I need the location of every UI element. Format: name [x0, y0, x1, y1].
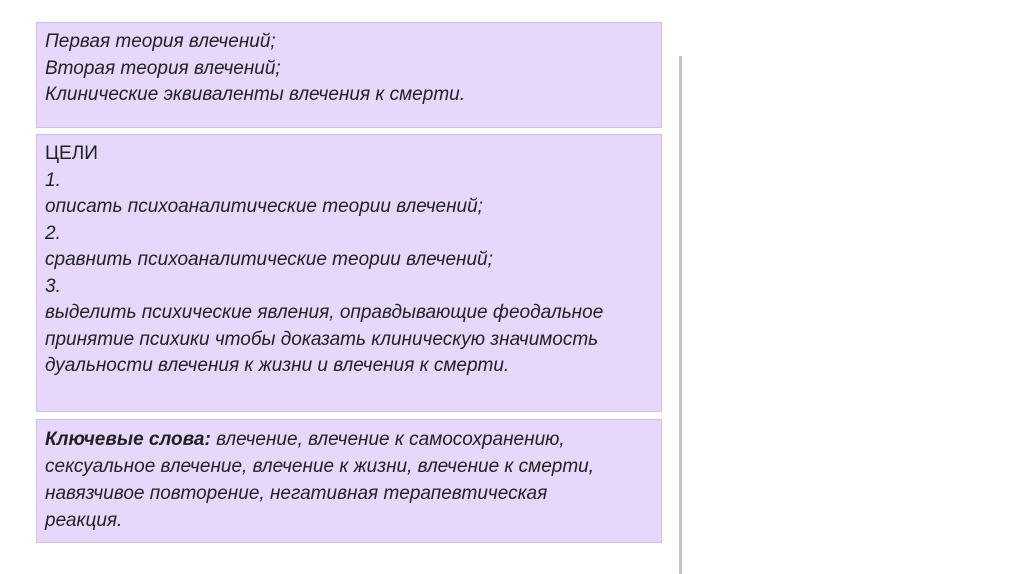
goal-number: 1.: [45, 169, 61, 191]
goal-text: описать психоаналитические теории влечений;: [45, 196, 483, 217]
goal-text: дуальности влечения к жизни и влечения к смерти.: [45, 355, 510, 376]
goal-number: 3.: [45, 275, 61, 297]
goal-text: выделить психические явления, оправдывающие феодальное: [45, 302, 604, 323]
goal-text: принятие психики чтобы доказать клиническую значимость: [45, 328, 599, 350]
topics-box: [36, 22, 662, 128]
keywords-text: сексуальное влечение, влечение к жизни, влечение к смерти,: [45, 456, 595, 477]
goal-text: сравнить психоаналитические теории влечений;: [45, 249, 493, 270]
goals-box: [36, 134, 662, 412]
keywords-text: реакция.: [45, 510, 123, 531]
goal-number: 2.: [45, 222, 61, 244]
keywords-text: навязчивое повторение, негативная терапевтическая: [45, 483, 548, 504]
vertical-divider: [679, 56, 682, 574]
keywords-box: [36, 419, 662, 543]
topic-line: Вторая теория влечений;: [45, 57, 281, 79]
goals-heading: ЦЕЛИ: [45, 143, 98, 164]
keywords-text: влечение, влечение к самосохранению,: [210, 429, 565, 450]
keywords-first-line: [45, 426, 653, 453]
keywords-label: Ключевые слова:: [45, 429, 211, 450]
topic-line: Клинические эквиваленты влечения к смерти.: [45, 84, 465, 105]
topic-line: Первая теория влечений;: [45, 31, 276, 52]
